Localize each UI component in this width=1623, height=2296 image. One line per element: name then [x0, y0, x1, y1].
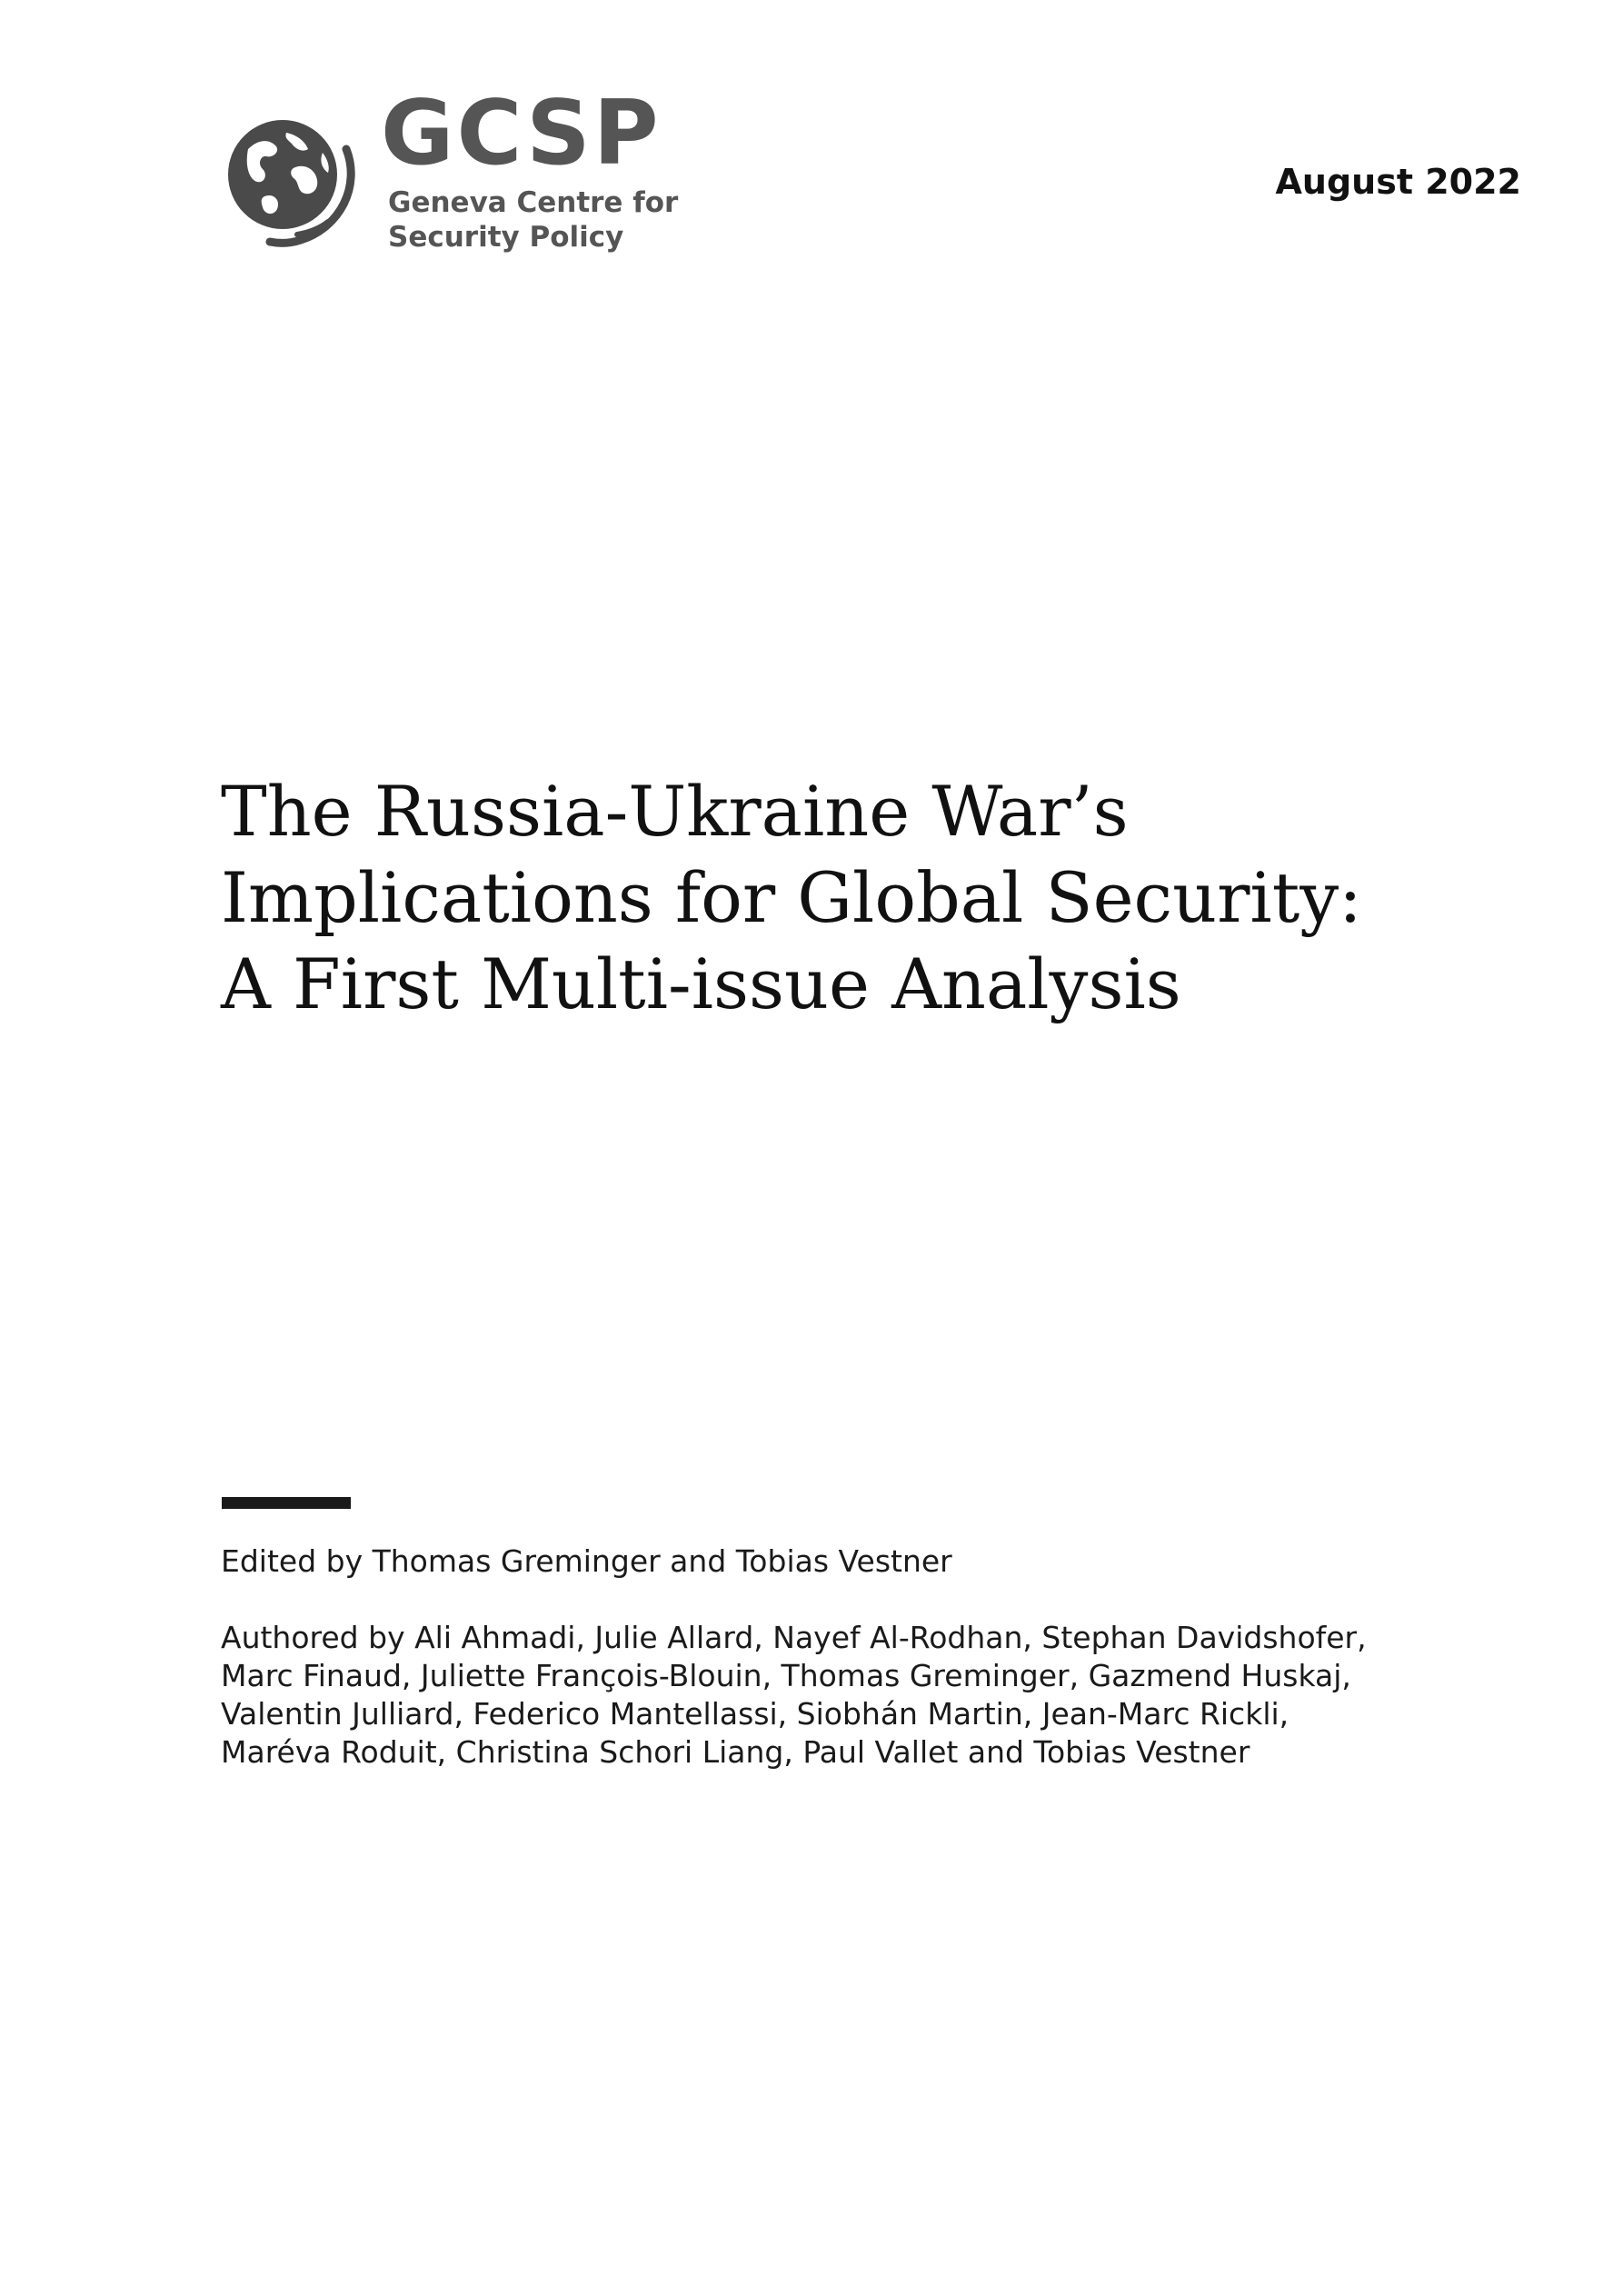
document-title [221, 768, 1475, 1027]
logo-name-line: Geneva Centre for [388, 186, 679, 219]
title-line: A First Multi-issue Analysis [221, 943, 1181, 1024]
editors-credit: Edited by Thomas Greminger and Tobias Vestner [221, 1543, 952, 1579]
authors-line: Maréva Roduit, Christina Schori Liang, Paul Vallet and Tobias Vestner [221, 1734, 1250, 1770]
logo-acronym: GCSP [381, 82, 662, 185]
logo-name-line: Security Policy [388, 221, 624, 254]
authors-credit [221, 1619, 1493, 1772]
globe-icon [221, 113, 357, 249]
title-line: The Russia-Ukraine War’s [221, 771, 1129, 852]
section-divider [222, 1497, 351, 1509]
gcsp-logo [221, 82, 679, 256]
title-line: Implications for Global Security: [221, 857, 1362, 938]
publication-date: August 2022 [1275, 162, 1521, 202]
authors-line: Marc Finaud, Juliette François-Blouin, Thomas Greminger, Gazmend Huskaj, [221, 1658, 1351, 1693]
authors-line: Valentin Julliard, Federico Mantellassi, Siobhán Martin, Jean-Marc Rickli, [221, 1696, 1289, 1732]
authors-line: Authored by Ali Ahmadi, Julie Allard, Nayef Al-Rodhan, Stephan Davidshofer, [221, 1620, 1367, 1655]
logo-organization-name [388, 185, 678, 255]
